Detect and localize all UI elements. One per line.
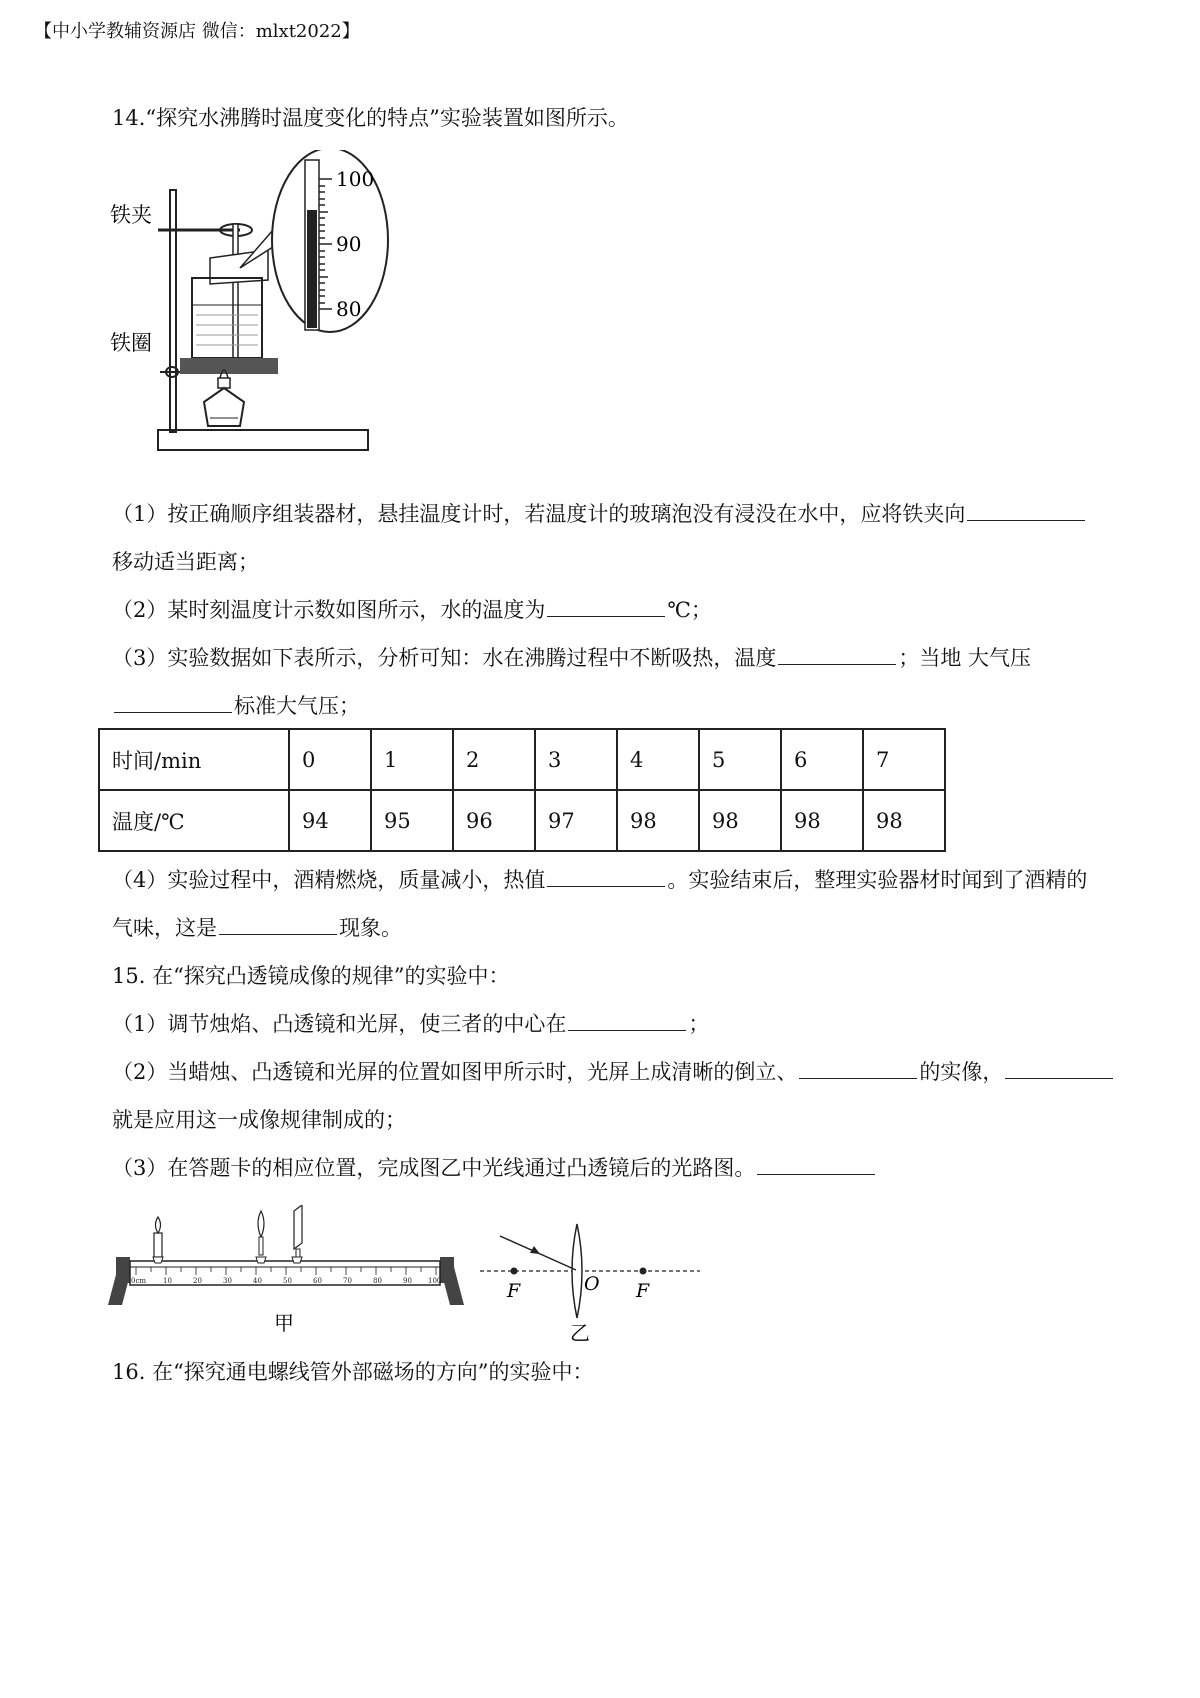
q15-part2-cont: 就是应用这一成像规律制成的； <box>112 1108 406 1132</box>
ruler-label: 20 <box>193 1277 202 1285</box>
figure-caption-yi: 乙 <box>570 1321 590 1345</box>
q15-part1 <box>112 1010 709 1038</box>
table-row-time <box>99 729 945 790</box>
table-cell: 97 <box>535 790 617 851</box>
ruler-label: 100 <box>428 1277 442 1285</box>
answer-blank[interactable] <box>547 596 665 617</box>
table-cell: 1 <box>371 729 453 790</box>
table-cell: 5 <box>699 729 781 790</box>
label-o: O <box>584 1273 600 1295</box>
q14-part4 <box>112 866 1087 894</box>
q14-part2-text: （2）某时刻温度计示数如图所示，水的温度为 <box>112 598 546 622</box>
q15-title: 15. 在“探究凸透镜成像的规律”的实验中： <box>112 964 510 988</box>
q14-part3-text3: 标准大气压； <box>234 694 360 718</box>
q14-part3-text2: ；当地 大气压 <box>898 646 1032 670</box>
table-header-time: 时间/min <box>99 729 289 790</box>
ruler-label: 90 <box>403 1277 412 1285</box>
table-cell: 98 <box>781 790 863 851</box>
q14-part1-text: （1）按正确顺序组装器材，悬挂温度计时，若温度计的玻璃泡没有浸没在水中，应将铁夹向 <box>112 502 966 526</box>
table-cell: 6 <box>781 729 863 790</box>
table-cell: 0 <box>289 729 371 790</box>
label-iron-ring: 铁圈 <box>110 331 152 355</box>
table-cell: 3 <box>535 729 617 790</box>
q14-part4-text2: 。实验结束后，整理实验器材时闻到了酒精的 <box>667 868 1088 892</box>
table-cell: 95 <box>371 790 453 851</box>
ruler-label: 70 <box>343 1277 352 1285</box>
answer-blank[interactable] <box>114 692 232 713</box>
q14-part2-unit: ℃； <box>667 598 712 622</box>
q15-part2-text2: 的实像， <box>919 1060 1004 1084</box>
boiling-apparatus-figure <box>100 150 430 480</box>
q14-part1 <box>112 500 1087 528</box>
table-cell: 98 <box>617 790 699 851</box>
figure-caption-jia: 甲 <box>274 1311 294 1335</box>
q15-part3-text: （3）在答题卡的相应位置，完成图乙中光线通过凸透镜后的光路图。 <box>112 1156 756 1180</box>
q15-part2 <box>112 1058 1115 1086</box>
q15-part3 <box>112 1154 877 1182</box>
optical-bench-figure <box>106 1205 466 1340</box>
table-cell: 7 <box>863 729 945 790</box>
q14-part3 <box>112 644 1031 672</box>
answer-blank[interactable] <box>547 866 665 887</box>
q14-part4-cont <box>112 914 402 942</box>
q16-title: 16. 在“探究通电螺线管外部磁场的方向”的实验中： <box>112 1360 594 1384</box>
ruler-label: 50 <box>283 1277 292 1285</box>
q15-part2-text: （2）当蜡烛、凸透镜和光屏的位置如图甲所示时，光屏上成清晰的倒立、 <box>112 1060 798 1084</box>
answer-blank[interactable] <box>757 1154 875 1175</box>
label-iron-clamp: 铁夹 <box>110 203 152 227</box>
q14-part4-text3: 气味，这是 <box>112 916 217 940</box>
q15-part1-text: （1）调节烛焰、凸透镜和光屏，使三者的中心在 <box>112 1012 567 1036</box>
answer-blank[interactable] <box>568 1010 686 1031</box>
q14-title: 14.“探究水沸腾时温度变化的特点”实验装置如图所示。 <box>112 106 629 130</box>
scale-label-80: 80 <box>336 297 362 321</box>
scale-label-90: 90 <box>336 232 362 256</box>
temperature-data-table <box>98 728 946 852</box>
q14-part1-cont: 移动适当距离； <box>112 550 259 574</box>
q14-part3-cont <box>112 692 360 720</box>
q14-part3-text: （3）实验数据如下表所示，分析可知：水在沸腾过程中不断吸热，温度 <box>112 646 777 670</box>
lens-ray-diagram <box>480 1220 700 1345</box>
table-cell: 98 <box>699 790 781 851</box>
table-cell: 94 <box>289 790 371 851</box>
table-cell: 98 <box>863 790 945 851</box>
answer-blank[interactable] <box>799 1058 917 1079</box>
ruler-label: 60 <box>313 1277 322 1285</box>
answer-blank[interactable] <box>967 500 1085 521</box>
table-header-temp: 温度/℃ <box>99 790 289 851</box>
ruler-label: 30 <box>223 1277 232 1285</box>
answer-blank[interactable] <box>778 644 896 665</box>
ruler-label: 40 <box>253 1277 262 1285</box>
label-f-left: F <box>507 1280 521 1302</box>
answer-blank[interactable] <box>219 914 337 935</box>
answer-blank[interactable] <box>1005 1058 1113 1079</box>
label-f-right: F <box>636 1280 650 1302</box>
table-cell: 2 <box>453 729 535 790</box>
scale-label-100: 100 <box>336 167 375 191</box>
page-header: 【中小学教辅资源店 微信：mlxt2022】 <box>34 21 360 42</box>
table-row-temp <box>99 790 945 851</box>
q14-part2 <box>112 596 712 624</box>
q14-part4-text: （4）实验过程中，酒精燃烧，质量减小，热值 <box>112 868 546 892</box>
ruler-label: 10 <box>163 1277 172 1285</box>
table-cell: 4 <box>617 729 699 790</box>
q14-part4-text4: 现象。 <box>339 916 402 940</box>
q15-part1-end: ； <box>688 1012 710 1036</box>
ruler-label: 0cm <box>131 1277 147 1285</box>
table-cell: 96 <box>453 790 535 851</box>
ruler-label: 80 <box>373 1277 382 1285</box>
